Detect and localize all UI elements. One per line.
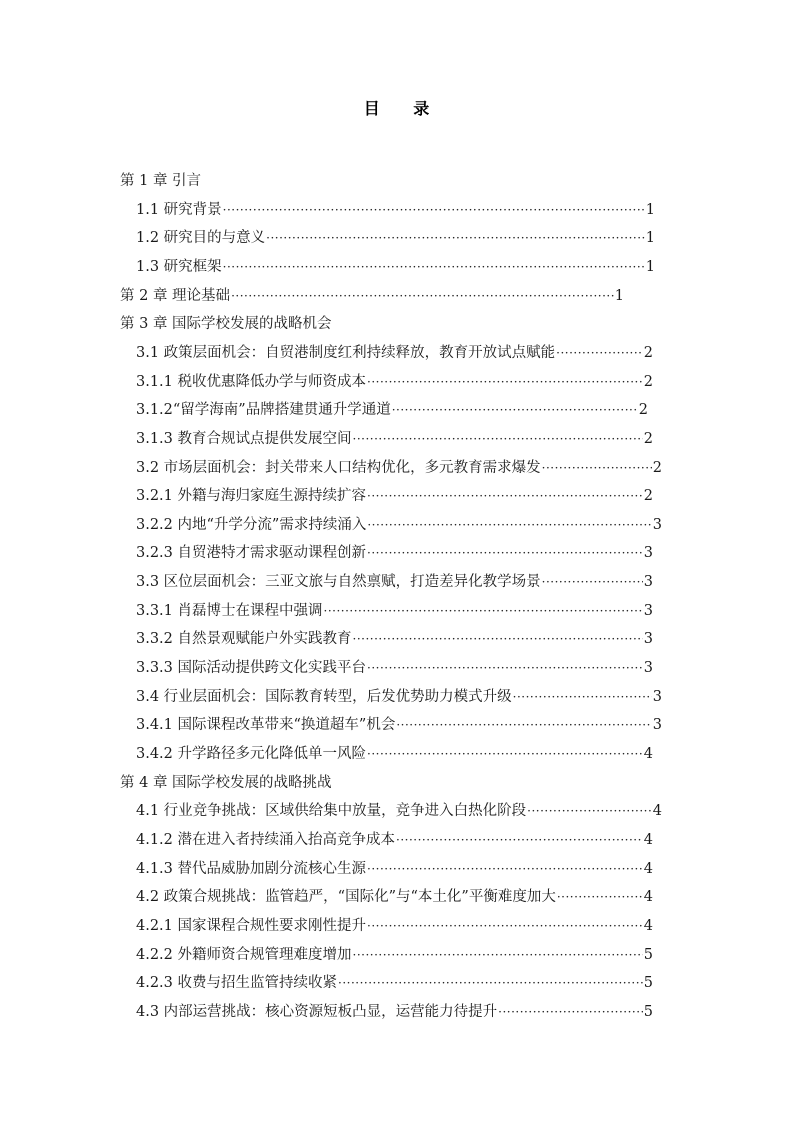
toc-section-entry[interactable] — [136, 827, 653, 853]
toc-entry-label: 3.4.2 升学路径多元化降低单一风险 — [136, 746, 367, 762]
toc-section-entry[interactable] — [136, 884, 653, 910]
toc-entry-label: 1.3 研究框架 — [136, 258, 222, 275]
toc-section-entry[interactable] — [136, 369, 653, 395]
dot-leader — [231, 283, 614, 309]
dot-leader — [367, 913, 643, 939]
dot-leader — [556, 340, 643, 366]
toc-page-number: 4 — [652, 803, 662, 820]
toc-section-entry[interactable] — [136, 684, 662, 710]
toc-section-entry[interactable] — [136, 426, 653, 452]
toc-entry-label: 3.1.3 教育合规试点提供发展空间 — [136, 430, 352, 447]
toc-chapter-entry[interactable] — [120, 168, 201, 194]
toc-title: 目 录 — [363, 99, 444, 118]
toc-entry-label: 3.2 市场层面机会：封关带来人口结构优化，多元教育需求爆发 — [136, 459, 541, 476]
toc-page-number: 3 — [643, 660, 653, 677]
dot-leader — [353, 942, 643, 968]
dot-leader — [557, 884, 643, 910]
toc-page-number: 4 — [643, 831, 653, 848]
toc-entry-label: 3.3 区位层面机会：三亚文旅与自然禀赋，打造差异化教学场景 — [136, 574, 541, 591]
dot-leader — [396, 827, 643, 853]
toc-entry-label: 3.2.2 内地“升学分流”需求持续涌入 — [136, 516, 367, 533]
toc-entry-label: 3.2.3 自贸港特才需求驱动课程创新 — [136, 545, 367, 562]
toc-section-entry[interactable] — [136, 942, 653, 968]
toc-page-number: 3 — [643, 545, 653, 562]
toc-entry-label: 3.2.1 外籍与海归家庭生源持续扩容 — [136, 488, 367, 505]
toc-section-entry[interactable] — [136, 970, 653, 996]
toc-entry-label: 3.3.1 肖磊博士在课程中强调 — [136, 602, 323, 619]
toc-page-number: 2 — [638, 402, 648, 419]
dot-leader — [367, 369, 643, 395]
toc-page-number: 3 — [643, 631, 653, 648]
toc-entry-label: 3.1.2“留学海南”品牌搭建贯通升学通道 — [136, 402, 391, 419]
dot-leader — [266, 225, 645, 251]
toc-section-entry[interactable] — [136, 512, 662, 538]
toc-page-number: 4 — [643, 746, 653, 762]
toc-page-number: 4 — [643, 889, 653, 906]
toc-entry-label: 4.1.3 替代品威胁加剧分流核心生源 — [136, 860, 367, 877]
toc-section-entry[interactable] — [136, 913, 653, 939]
dot-leader — [223, 197, 645, 223]
toc-entry-label: 4.3 内部运营挑战：核心资源短板凸显，运营能力待提升 — [136, 1003, 498, 1020]
toc-section-entry[interactable] — [136, 798, 662, 824]
toc-page-number: 2 — [643, 373, 653, 390]
toc-entry-label: 第 3 章 国际学校发展的战略机会 — [120, 316, 332, 333]
toc-chapter-entry[interactable] — [120, 311, 332, 337]
toc-page-number: 5 — [643, 975, 653, 992]
toc-section-entry[interactable] — [136, 197, 655, 223]
toc-section-entry[interactable] — [136, 569, 653, 595]
dot-leader — [324, 598, 643, 624]
dot-leader — [367, 540, 643, 566]
toc-page-number: 2 — [643, 344, 653, 361]
toc-entry-label: 4.2.3 收费与招生监管持续收紧 — [136, 975, 338, 992]
dot-leader — [392, 397, 638, 423]
toc-page-number: 2 — [643, 488, 653, 505]
dot-leader — [542, 569, 643, 595]
toc-entry-label: 3.1.1 税收优惠降低办学与师资成本 — [136, 373, 367, 390]
dot-leader — [527, 798, 652, 824]
toc-section-entry[interactable] — [136, 655, 653, 681]
toc-entry-label: 1.2 研究目的与意义 — [136, 230, 266, 247]
dot-leader — [367, 512, 651, 538]
toc-section-entry[interactable] — [136, 626, 653, 652]
toc-entry-label: 3.4 行业层面机会：国际教育转型，后发优势助力模式升级 — [136, 688, 512, 705]
toc-entry-label: 第 1 章 引言 — [120, 173, 202, 189]
toc-entry-label: 3.3.2 自然景观赋能户外实践教育 — [136, 631, 352, 648]
dot-leader — [367, 483, 643, 509]
toc-page-number: 3 — [652, 688, 662, 705]
toc-entry-label: 1.1 研究背景 — [136, 201, 222, 218]
dot-leader — [353, 426, 643, 452]
dot-leader — [367, 655, 643, 681]
toc-page-number: 3 — [652, 516, 662, 533]
dot-leader — [338, 970, 643, 996]
toc-page-number: 1 — [614, 287, 624, 304]
toc-section-entry[interactable] — [136, 225, 655, 251]
toc-section-entry[interactable] — [136, 598, 653, 624]
toc-page-number: 3 — [643, 602, 653, 619]
toc-entry-label: 4.2.2 外籍师资合规管理难度增加 — [136, 946, 352, 963]
dot-leader — [223, 254, 645, 280]
dot-leader — [542, 455, 652, 481]
toc-section-entry[interactable] — [136, 540, 653, 566]
dot-leader — [367, 741, 643, 767]
toc-section-entry[interactable] — [136, 741, 653, 767]
toc-entry-label: 3.3.3 国际活动提供跨文化实践平台 — [136, 660, 367, 677]
toc-section-entry[interactable] — [136, 254, 655, 280]
toc-entry-label: 4.1.2 潜在进入者持续涌入抬高竞争成本 — [136, 831, 396, 848]
dot-leader — [367, 856, 643, 882]
toc-page-number: 1 — [645, 258, 655, 275]
toc-page-number: 2 — [652, 459, 662, 476]
toc-chapter-entry[interactable] — [120, 770, 332, 796]
toc-page-number: 4 — [643, 860, 653, 877]
toc-entry-label: 4.2.1 国家课程合规性要求刚性提升 — [136, 917, 367, 934]
dot-leader — [498, 999, 643, 1025]
toc-section-entry[interactable] — [136, 999, 653, 1025]
toc-page-number: 1 — [645, 201, 655, 218]
toc-page-number: 5 — [643, 1003, 653, 1020]
toc-entry-label: 3.1 政策层面机会：自贸港制度红利持续释放，教育开放试点赋能 — [136, 344, 556, 361]
toc-page-number: 1 — [645, 230, 655, 247]
toc-section-entry[interactable] — [136, 455, 662, 481]
toc-section-entry[interactable] — [136, 397, 648, 423]
toc-section-entry[interactable] — [136, 712, 662, 738]
toc-page-number: 3 — [643, 574, 653, 591]
toc-page-number: 5 — [643, 946, 653, 963]
toc-page-number: 4 — [643, 917, 653, 934]
toc-entry-label: 4.2 政策合规挑战：监管趋严，“国际化”与“本土化”平衡难度加大 — [136, 889, 556, 906]
toc-page-number: 2 — [643, 430, 653, 447]
toc-entry-label: 第 4 章 国际学校发展的战略挑战 — [120, 774, 332, 791]
toc-section-entry[interactable] — [136, 856, 653, 882]
dot-leader — [513, 684, 652, 710]
toc-section-entry[interactable] — [136, 483, 653, 509]
toc-chapter-entry[interactable] — [120, 283, 624, 309]
dot-leader — [396, 712, 651, 738]
toc-entry-label: 4.1 行业竞争挑战：区域供给集中放量，竞争进入白热化阶段 — [136, 803, 527, 820]
toc-section-entry[interactable] — [136, 340, 653, 366]
dot-leader — [353, 626, 643, 652]
toc-page-number: 3 — [652, 717, 662, 734]
toc-entry-label: 第 2 章 理论基础 — [120, 287, 231, 304]
toc-entry-label: 3.4.1 国际课程改革带来“换道超车”机会 — [136, 717, 396, 734]
